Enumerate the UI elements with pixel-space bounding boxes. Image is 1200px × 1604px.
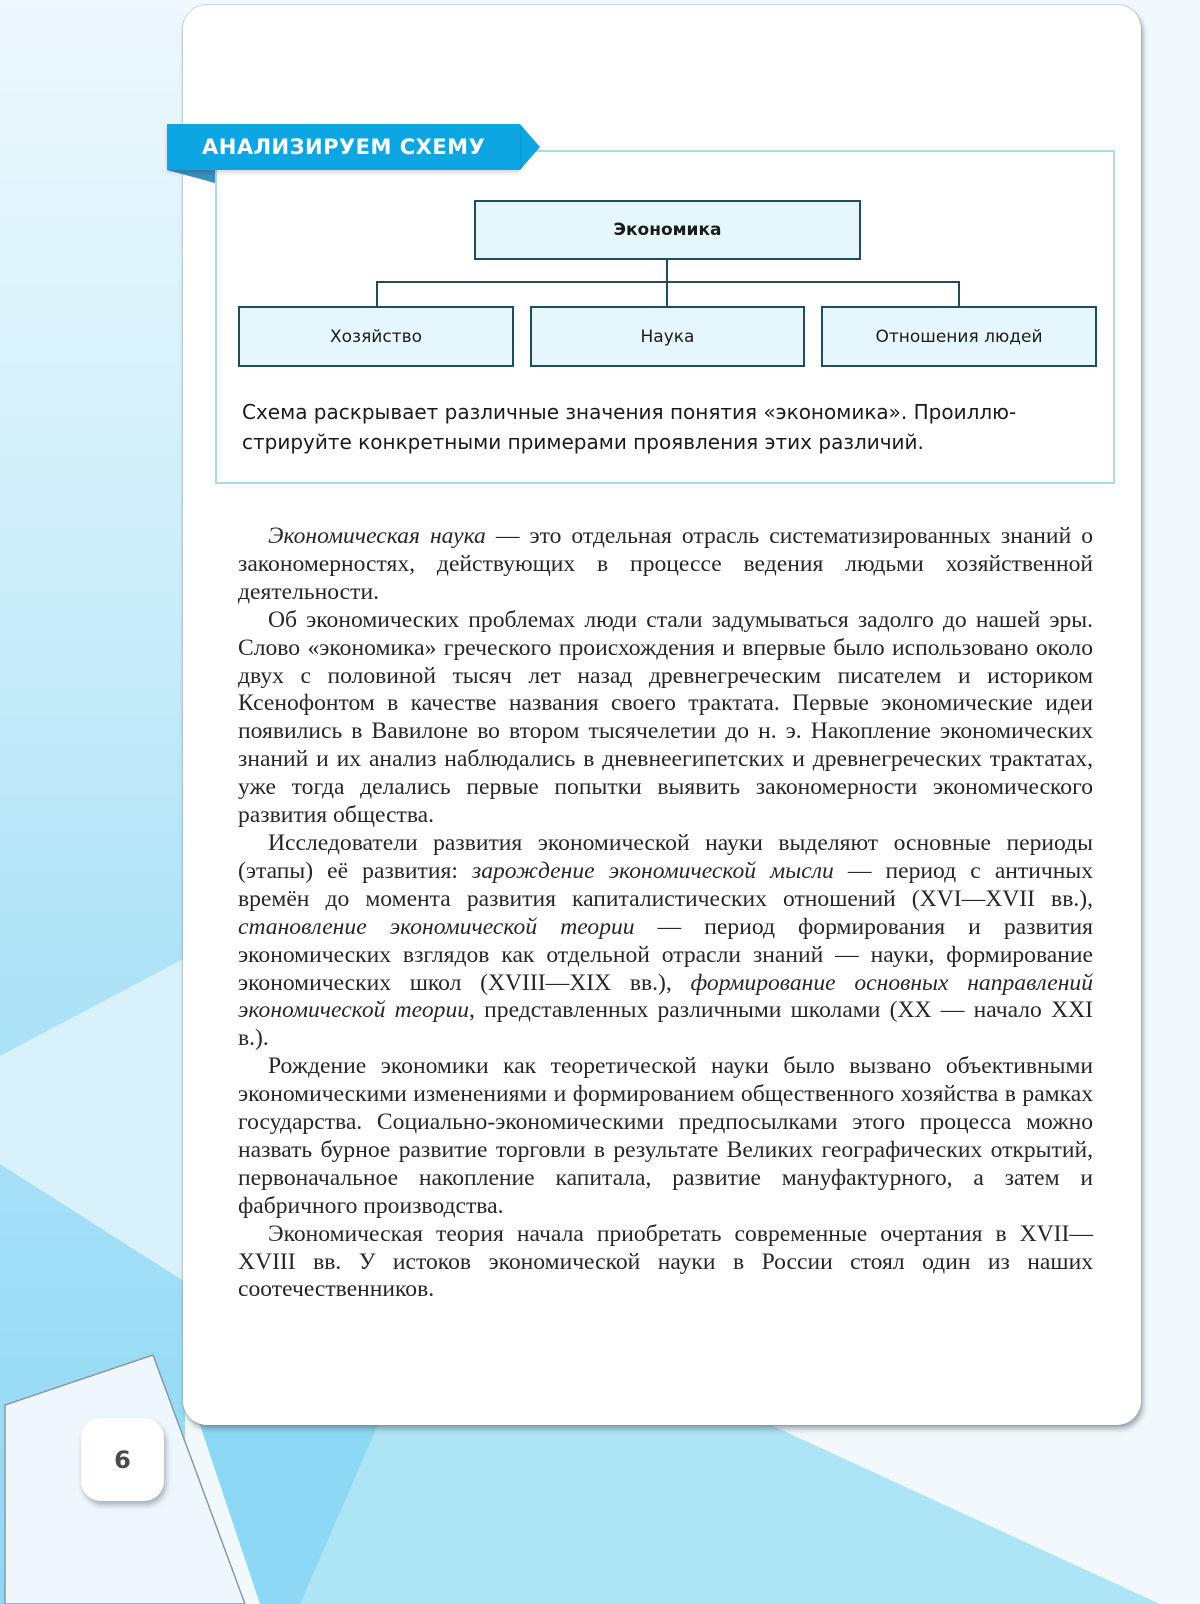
diagram-child-box: [530, 306, 805, 367]
diagram-child-label: Хозяйство: [329, 326, 423, 347]
banner-fold: [167, 170, 215, 183]
task-instructions: [242, 397, 1102, 457]
paragraph: Экономическая теория начала приобретать современные очертания в XVII—XVIII вв. У истоков экономической науки в России стоял один из наших соотечественников.: [238, 1220, 1093, 1303]
paragraph-text: Исследователи развития экономической науки выделяют основные периоды (этапы) её развития:: [238, 829, 1093, 884]
connector-vertical-right: [958, 281, 960, 307]
paragraph: [238, 523, 1093, 607]
diagram-child-label: Наука: [640, 326, 695, 347]
paragraph-text: — период с античных времён до момента развития капиталистических отношений (XVI—XVII вв.),: [238, 857, 1093, 912]
diagram-root-box: [474, 200, 861, 260]
banner-label: АНАЛИЗИРУЕМ СХЕМУ: [202, 135, 486, 159]
paragraph: [238, 830, 1093, 1053]
page-number-label: 6: [114, 1445, 131, 1474]
paragraph-text: — период формирования и развития экономических взглядов как отдельной отрасли знаний — науки, формирование экономических школ (XVIII—XIX вв.),: [238, 913, 1093, 996]
body-text: [238, 523, 1093, 1304]
connector-vertical-middle: [666, 281, 668, 307]
banner-arrow-icon: [520, 124, 540, 170]
connector-vertical-left: [376, 281, 378, 307]
diagram-child-label: Отношения людей: [875, 326, 1043, 347]
connector-horizontal: [376, 281, 960, 283]
task-text-line: Схема раскрывает различные значения понятия «экономика». Проиллю-: [242, 400, 1017, 424]
paragraph-text: , представленных различными школами (XX — начало XXI в.).: [238, 997, 1094, 1052]
diagram-root-label: Экономика: [613, 220, 722, 240]
term-italic: формирование основных направлений экономической теории: [238, 969, 1093, 1024]
paragraph: Рождение экономики как теоретической науки было вызвано объективными экономическими изменениями и формированием общественного хозяйства в рамках государства. Социально-экономическими предпосылками этого процесса можно назвать бурное развитие торговли в результате Великих географических открытий, первоначальное накопление капитала, развитие мануфактурного, а затем и фабричного производства.: [238, 1053, 1093, 1219]
diagram-child-box: [821, 306, 1097, 367]
banner-body: [167, 124, 520, 170]
term-italic: зарождение экономической мысли: [471, 857, 834, 884]
diagram-child-box: [238, 306, 514, 367]
page-number: [81, 1418, 164, 1501]
term-italic: Экономическая наука: [268, 523, 486, 549]
task-text-line: стрируйте конкретными примерами проявления этих различий.: [242, 430, 924, 454]
paragraph: Об экономических проблемах люди стали задумываться задолго до нашей эры. Слово «экономика» греческого происхождения и впервые было использовано около двух с половиной тысяч лет назад древнегреческим писателем и историком Ксенофонтом в качестве названия своего трактата. Первые экономические идеи появились в Вавилоне во втором тысячелетии до н. э. Накопление экономических знаний и их анализ наблюдались в дневнеегипетских и древнегреческих трактатах, уже тогда делались первые попытки выявить закономерности экономического развития общества.: [238, 606, 1093, 829]
connector-vertical-root: [666, 260, 668, 282]
paragraph-text: — это отдельная отрасль систематизированных знаний о закономерностях, действующих в процессе ведения людьми хозяйственной деятельности.: [238, 523, 1093, 605]
section-banner: [167, 124, 540, 170]
term-italic: становление экономической теории: [238, 913, 635, 940]
